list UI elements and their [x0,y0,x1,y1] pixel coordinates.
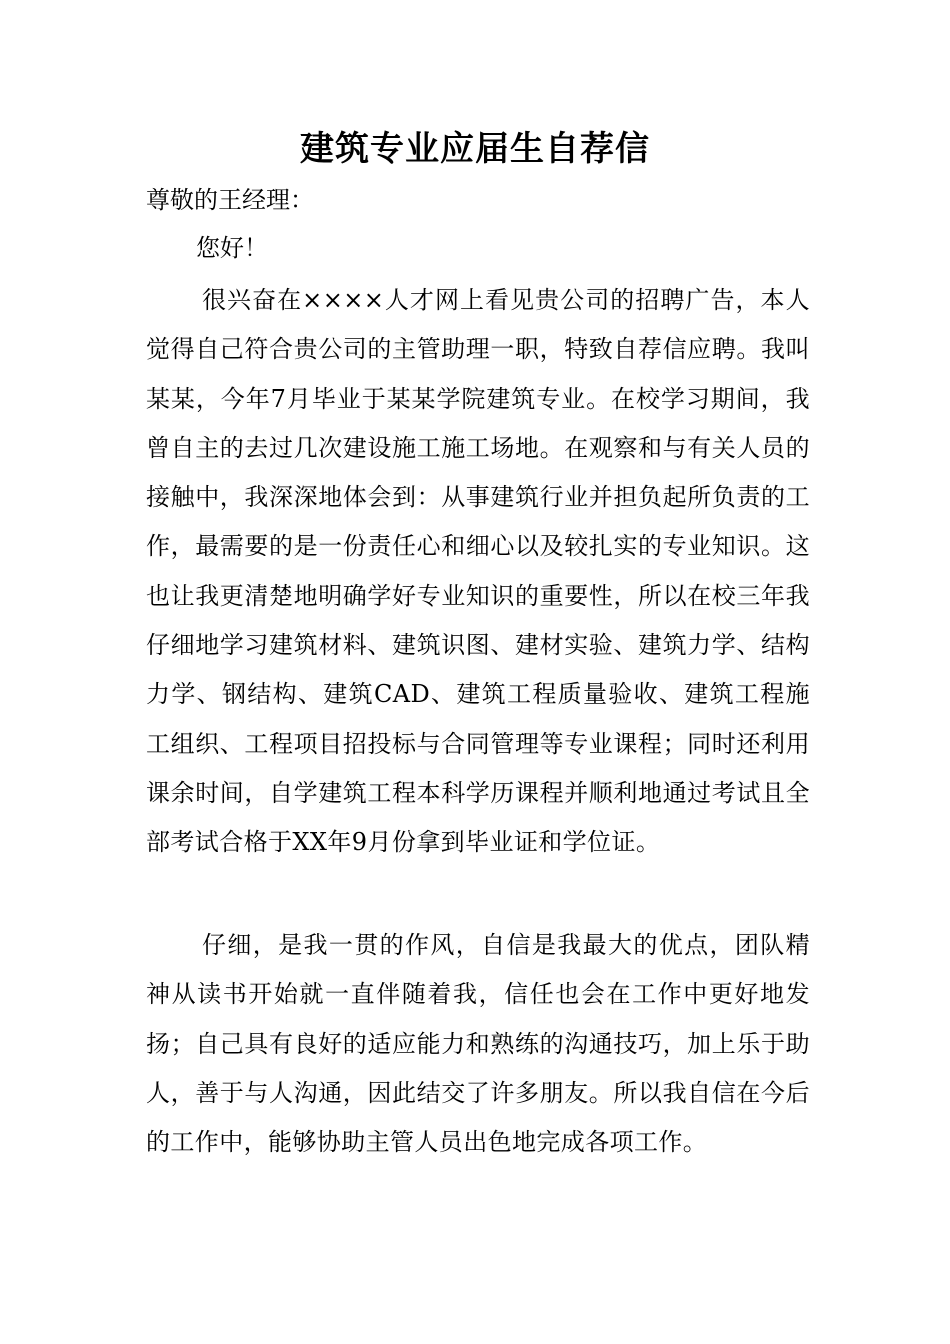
body-paragraph: 很兴奋在××××人才网上看见贵公司的招聘广告，本人觉得自己符合贵公司的主管助理一职，特致自荐信应聘。我叫某某，今年7月毕业于某某学院建筑专业。在校学习期间，我曾自主的去过几次建设施工施工场地。在观察和与有关人员的接触中，我深深地体会到：从事建筑行业并担负起所负责的工作，最需要的是一份责任心和细心以及较扎实的专业知识。这也让我更清楚地明确学好专业知识的重要性，所以在校三年我仔细地学习建筑材料、建筑识图、建材实验、建筑力学、结构力学、钢结构、建筑CAD、建筑工程质量验收、建筑工程施工组织、工程项目招投标与合同管理等专业课程；同时还利用课余时间，自学建筑工程本科学历课程并顺利地通过考试且全部考试合格于XX年9月份拿到毕业证和学位证。 [146,286,810,857]
body-paragraph: 仔细，是我一贯的作风，自信是我最大的优点，团队精神从读书开始就一直伴随着我，信任也会在工作中更好地发扬；自己具有良好的适应能力和熟练的沟通技巧，加上乐于助人，善于与人沟通，因此结交了许多朋友。所以我自信在今后的工作中，能够协助主管人员出色地完成各项工作。 [146,931,810,1157]
document-title: 建筑专业应届生自荐信 [300,129,650,169]
salutation: 尊敬的王经理： [146,186,314,214]
greeting: 您好！ [196,234,268,262]
